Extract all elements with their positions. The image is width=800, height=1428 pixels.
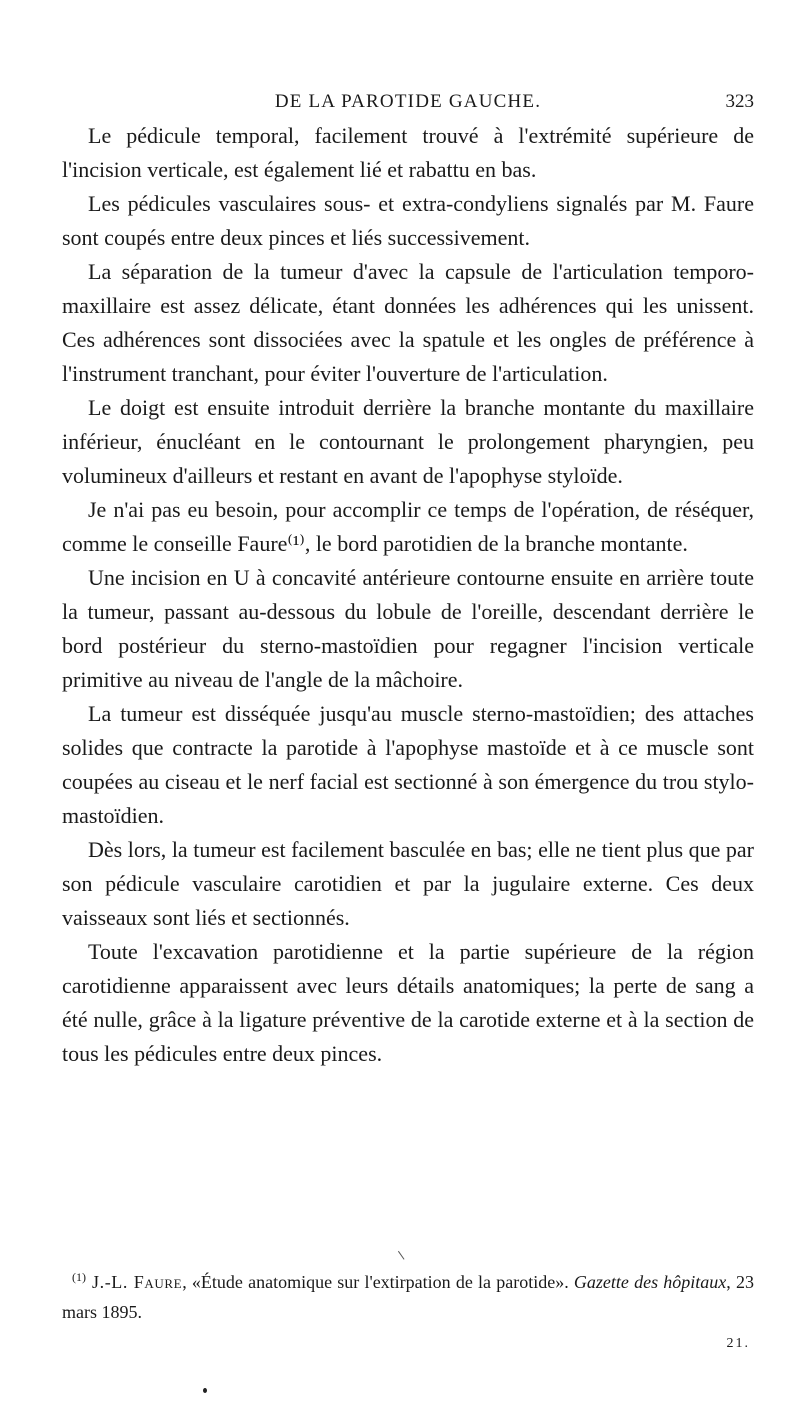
footnote-text: , «Étude anatomique sur l'extirpation de la parotide».	[182, 1272, 569, 1292]
page-number: 323	[725, 91, 754, 112]
paragraph: Le pédicule temporal, facilement trouvé à l'extrémité supérieure de l'incision verticale, est également lié et rabattu en bas.	[62, 123, 754, 182]
paragraph: Le doigt est ensuite introduit derrière la branche montante du maxillaire inférieur, énucléant en le contournant le prolongement pharyngien, peu volumineux d'ailleurs et restant en avant de l'apophyse styloïde.	[62, 395, 754, 488]
footnote	[62, 1262, 754, 1327]
paragraph: La tumeur est disséquée jusqu'au muscle sterno-mastoïdien; des attaches solides que contracte la parotide à l'apophyse mastoïde et à ce muscle sont coupées au ciseau et le nerf facial est sectionné à son émergence du trou stylo-mastoïdien.	[62, 701, 754, 828]
ink-speck	[203, 1388, 207, 1393]
footnote-journal: Gazette des hôpitaux	[573, 1272, 727, 1292]
body-text	[62, 119, 754, 1071]
paragraph: Les pédicules vasculaires sous- et extra-condyliens signalés par M. Faure sont coupés entre deux pinces et liés successivement.	[62, 191, 754, 250]
paragraph: La séparation de la tumeur d'avec la capsule de l'articulation temporo-maxillaire est assez délicate, étant données les adhérences qui les unissent. Ces adhérences sont dissociées avec la spatule et les ongles de préférence à l'instrument tranchant, pour éviter l'ouverture de l'articulation.	[62, 259, 754, 386]
paragraph: Dès lors, la tumeur est facilement basculée en bas; elle ne tient plus que par son pédicule vasculaire carotidien et par la jugulaire externe. Ces deux vaisseaux sont liés et sectionnés.	[62, 837, 754, 930]
running-head	[62, 88, 754, 116]
footnote-date: , 23 mars 1895.	[62, 1272, 754, 1322]
footnote-marker: (1)	[72, 1270, 86, 1284]
signature-mark: 21.	[726, 1336, 750, 1351]
running-title: DE LA PAROTIDE GAUCHE.	[274, 91, 542, 112]
footnote-separator	[398, 1246, 411, 1259]
paragraph: Je n'ai pas eu besoin, pour accomplir ce temps de l'opération, de réséquer, comme le conseille Faure⁽¹⁾, le bord parotidien de la branche montante.	[62, 497, 754, 556]
footnote-author: J.-L. Faure	[92, 1272, 183, 1292]
paragraph: Une incision en U à concavité antérieure contourne ensuite en arrière toute la tumeur, passant au-dessous du lobule de l'oreille, descendant derrière le bord postérieur du sterno-mastoïdien pour regagner l'incision verticale primitive au niveau de l'angle de la mâchoire.	[62, 565, 754, 692]
paragraph: Toute l'excavation parotidienne et la partie supérieure de la région carotidienne apparaissent avec leurs détails anatomiques; la perte de sang a été nulle, grâce à la ligature préventive de la carotide externe et à la section de tous les pédicules entre deux pinces.	[62, 939, 754, 1066]
